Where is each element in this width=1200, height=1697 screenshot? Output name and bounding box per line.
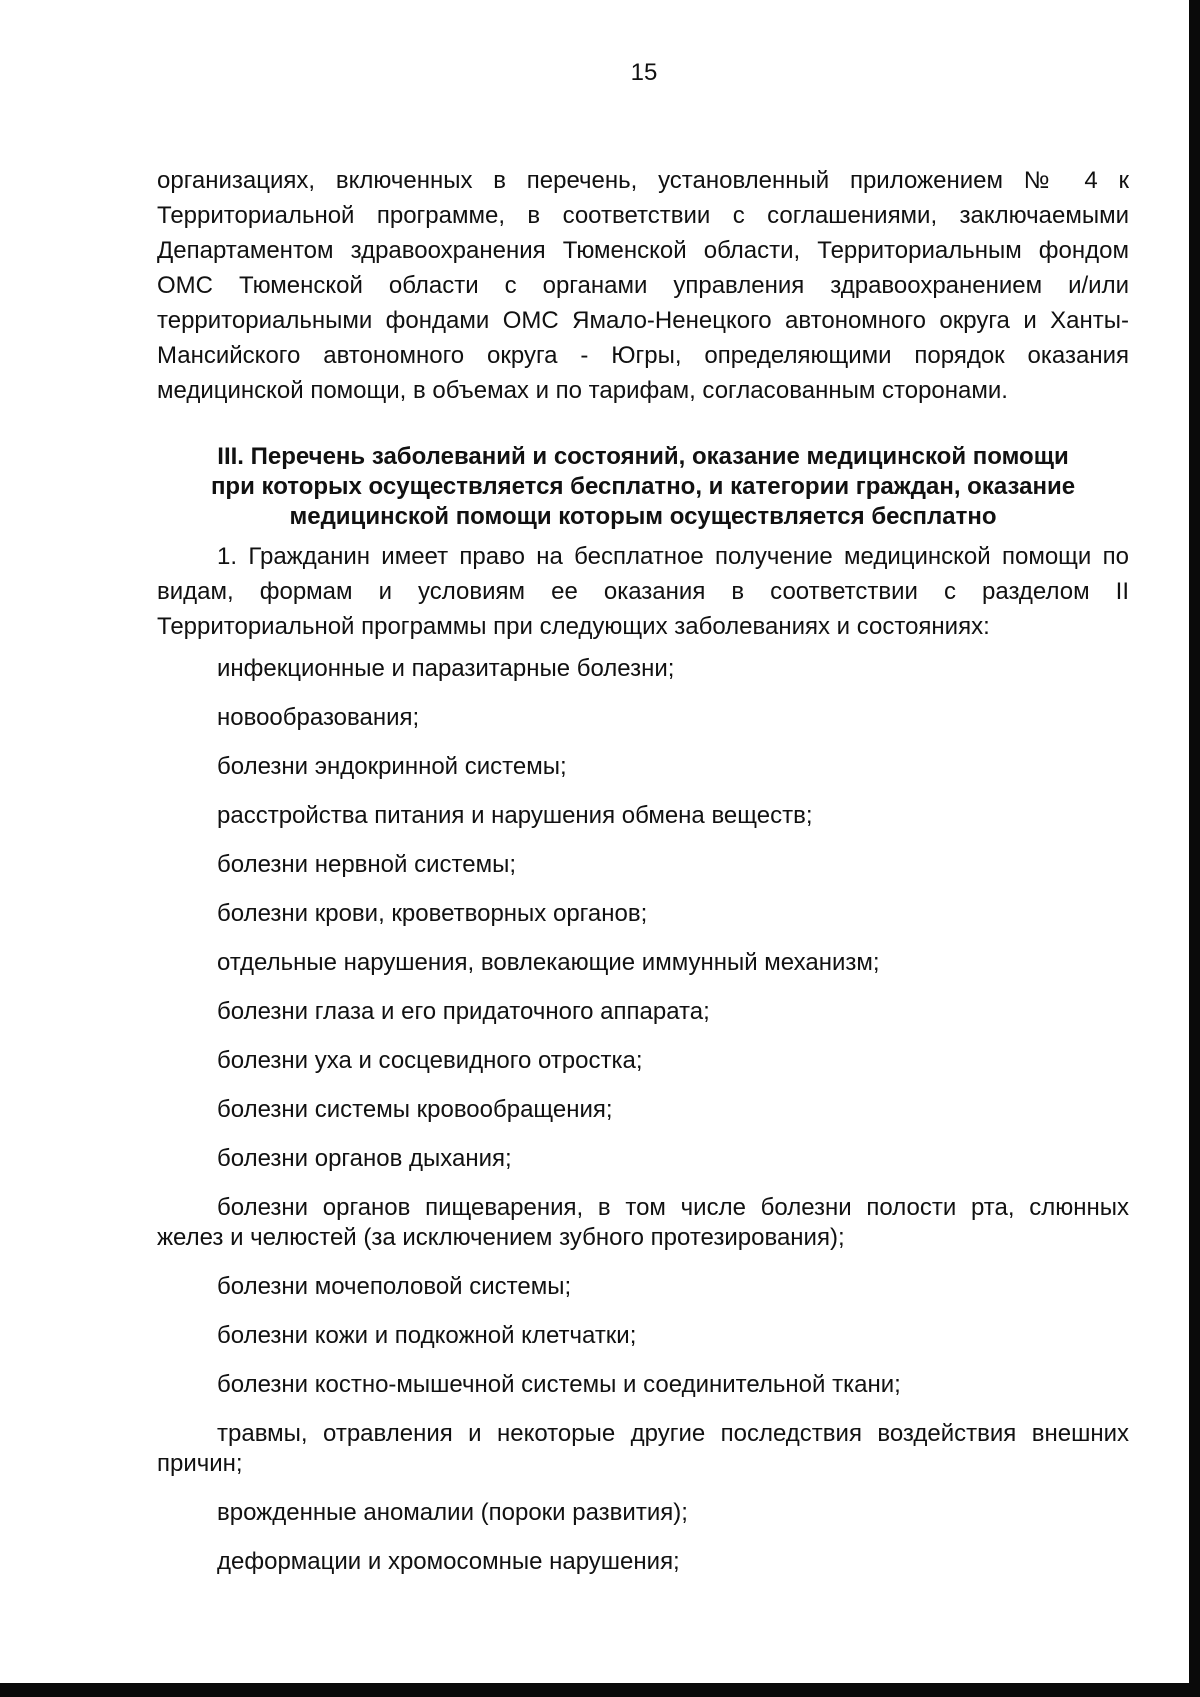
condition-item: болезни нервной системы; bbox=[217, 851, 516, 878]
section-heading-line-2: при которых осуществляется бесплатно, и категории граждан, оказание bbox=[210, 473, 1076, 500]
condition-item: врожденные аномалии (пороки развития); bbox=[217, 1499, 688, 1526]
condition-item: инфекционные и паразитарные болезни; bbox=[217, 655, 675, 682]
condition-item: новообразования; bbox=[217, 704, 420, 731]
condition-item: болезни кожи и подкожной клетчатки; bbox=[217, 1322, 637, 1349]
conditions-list bbox=[157, 654, 1129, 1577]
page-number: 15 bbox=[630, 59, 658, 86]
clause-1-paragraph: 1. Гражданин имеет право на бесплатное получение медицинской помощи по видам, формам и условиям ее оказания в соответствии с разделом II Территориальной программы при следующих заболеваниях и состояниях: bbox=[157, 543, 1129, 640]
condition-item: деформации и хромосомные нарушения; bbox=[217, 1548, 680, 1575]
condition-item: болезни крови, кроветворных органов; bbox=[217, 900, 648, 927]
condition-item: болезни уха и сосцевидного отростка; bbox=[217, 1047, 643, 1074]
scan-border-bottom bbox=[0, 1683, 1200, 1697]
section-heading-line-3: медицинской помощи которым осуществляется бесплатно bbox=[289, 503, 997, 530]
condition-item: расстройства питания и нарушения обмена веществ; bbox=[217, 802, 813, 829]
condition-item: болезни глаза и его придаточного аппарата; bbox=[217, 998, 710, 1025]
condition-item: болезни костно-мышечной системы и соединительной ткани; bbox=[217, 1371, 901, 1398]
scan-border-right bbox=[1189, 0, 1200, 1697]
condition-item: болезни органов пищеварения, в том числе болезни полости рта, слюнных желез и челюстей (за исключением зубного протезирования); bbox=[157, 1194, 1129, 1251]
document-page bbox=[157, 56, 1129, 1596]
section-heading bbox=[157, 442, 1129, 532]
condition-item: болезни органов дыхания; bbox=[217, 1145, 512, 1172]
condition-item: болезни системы кровообращения; bbox=[217, 1096, 613, 1123]
condition-item: отдельные нарушения, вовлекающие иммунный механизм; bbox=[217, 949, 880, 976]
continued-paragraph: организациях, включенных в перечень, установленный приложением № 4 к Территориальной программе, в соответствии с соглашениями, заключаемыми Департаментом здравоохранения Тюменской области, Территориальным фондом ОМС Тюменской области с органами управления здравоохранением и/или территориальными фондами ОМС Ямало-Ненецкого автономного округа и Ханты-Мансийского автономного округа - Югры, определяющими порядок оказания медицинской помощи, в объемах и по тарифам, согласованным сторонами. bbox=[157, 167, 1129, 404]
condition-item: болезни мочеполовой системы; bbox=[217, 1273, 572, 1300]
condition-item: болезни эндокринной системы; bbox=[217, 753, 567, 780]
condition-item: травмы, отравления и некоторые другие последствия воздействия внешних причин; bbox=[157, 1420, 1129, 1477]
section-heading-line-1: III. Перечень заболеваний и состояний, оказание медицинской помощи bbox=[217, 443, 1069, 470]
